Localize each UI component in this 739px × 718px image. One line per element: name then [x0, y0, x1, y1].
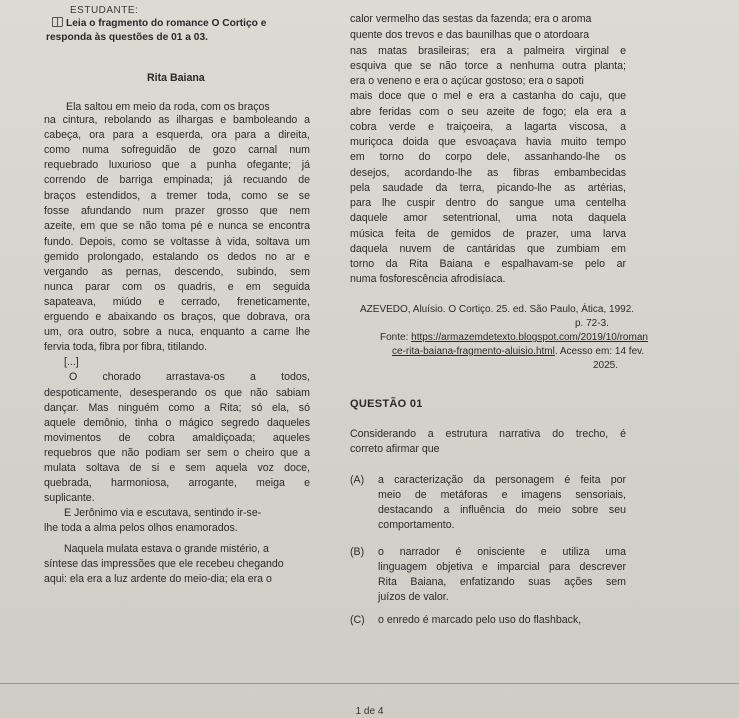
excerpt-line: requebros que não podiam ser sem o cheiro que a	[44, 447, 310, 459]
excerpt-line: desejos, acordando-lhe as fibras embambecidas	[350, 167, 626, 179]
excerpt-line: mulata soltava de si e sem aquela voz doce,	[44, 462, 310, 474]
excerpt-line: abre feridas com o seu azeite de fogo; ela era a	[350, 106, 626, 118]
source-link-cont[interactable]: ce-rita-baiana-fragmento-aluisio.html	[392, 346, 555, 357]
excerpt-line: lhe toda a alma pelos olhos enamorados.	[44, 522, 238, 534]
excerpt-line: correndo de barriga empinada; já recuando de	[44, 174, 310, 186]
excerpt-line: E Jerônimo via e escutava, sentindo ir-se-	[64, 507, 262, 519]
excerpt-line: torno da Rita Baiana e espalhavam-se pelo ar	[350, 258, 626, 270]
student-label: ESTUDANTE:	[70, 5, 139, 16]
excerpt-line: fundo. Depois, como se voltasse à vida, soltava um	[44, 236, 310, 248]
excerpt-line: erguendo e abaixando os braços, que dobrava, ora	[44, 311, 310, 323]
question-title: QUESTÃO 01	[350, 398, 423, 410]
intro-line-2: responda às questões de 01 a 03.	[46, 32, 208, 43]
question-stem: Considerando a estrutura narrativa do trecho, é	[350, 428, 626, 440]
excerpt-line: Ela saltou em meio da roda, com os braços	[66, 101, 270, 113]
excerpt-line: um, ora outro, sobre a nuca, enquanto a carne lhe	[44, 326, 310, 338]
question-stem: correto afirmar que	[350, 443, 440, 455]
excerpt-title: Rita Baiana	[147, 72, 205, 84]
excerpt-line: mais doce que o mel e era a castanha do caju, que	[350, 90, 626, 102]
source-link[interactable]: https://armazemdetexto.blogspot.com/2019/10/roman	[411, 332, 648, 343]
excerpt-line: sapateava, miúdo e cerrado, freneticamente,	[44, 296, 310, 308]
excerpt-line: era o veneno e era o açúcar gostoso; era o sapoti	[350, 75, 584, 87]
reference-source: Fonte: https://armazemdetexto.blogspot.com/2019/10/roman	[380, 332, 648, 343]
option-a-label[interactable]: (A)	[350, 474, 365, 486]
excerpt-line: nas matas brasileiras; era a palmeira virginal e	[350, 45, 626, 57]
reference-source-2: ce-rita-baiana-fragmento-aluisio.html. Acesso em: 14 fev.	[392, 346, 645, 357]
excerpt-line: O chorado arrastava-os a todos,	[69, 371, 310, 383]
option-c-label[interactable]: (C)	[350, 614, 365, 626]
excerpt-line: na cintura, rebolando as ilhargas e bamboleando a	[44, 114, 310, 126]
intro-line-1: Leia o fragmento do romance O Cortiço e	[52, 17, 266, 30]
excerpt-line: fosse afundando num prazer grosso que nem	[44, 205, 310, 217]
excerpt-line: muriçoca doida que esvoaçava havia muito tempo	[350, 136, 626, 148]
excerpt-line: como numa sofreguidão de gozo carnal num	[44, 144, 310, 156]
excerpt-line: calor vermelho das sestas da fazenda; era o aroma	[350, 13, 592, 25]
excerpt-line: azeite, em que se não toma pé e nunca se encontra	[44, 220, 310, 232]
option-b-text[interactable]: juízos de valor.	[378, 591, 449, 603]
excerpt-line: em torno do corpo dele, assanhando-lhe os	[350, 151, 626, 163]
excerpt-line: suplicante.	[44, 492, 95, 504]
option-a-text[interactable]: meio de metáforas e imagens sensoriais,	[378, 489, 626, 501]
excerpt-line: numa fosforescência afrodisíaca.	[350, 273, 506, 285]
excerpt-line: pela saudade da terra, picando-lhe as artérias,	[350, 182, 626, 194]
excerpt-line: quente dos trevos e das baunilhas que o atordoara	[350, 29, 590, 41]
option-b-label[interactable]: (B)	[350, 546, 365, 558]
option-a-text[interactable]: a caracterização da personagem é feita por	[378, 474, 626, 486]
excerpt-line: dançar. Mas ninguém como a Rita; só ela, só	[44, 402, 310, 414]
excerpt-line: esquiva que se não torce a nenhuma outra planta;	[350, 60, 626, 72]
excerpt-line: nunca parar com os quadris, e em seguida	[44, 281, 310, 293]
excerpt-line: daquela nuvem de cantáridas que zumbiam em	[350, 243, 626, 255]
excerpt-line: música feita de gemidos de prazer, uma larva	[350, 228, 626, 240]
excerpt-line: cabeça, ora para a esquerda, ora para a direita,	[44, 129, 310, 141]
option-c-text[interactable]: o enredo é marcado pelo uso do flashback,	[378, 614, 582, 626]
excerpt-line: braços estendidos, a tremer toda, como se se	[44, 190, 310, 202]
excerpt-line: quebrada, harmoniosa, arrogante, meiga e	[44, 477, 310, 489]
excerpt-line: fervia toda, fibra por fibra, titilando.	[44, 341, 208, 353]
excerpt-line: aquele demônio, tinha o mágico segredo daqueles	[44, 417, 310, 429]
page-number: 1 de 4	[355, 706, 384, 717]
excerpt-line: Naquela mulata estava o grande mistério, a	[64, 543, 269, 555]
option-a-text[interactable]: comportamento.	[378, 519, 455, 531]
reference-citation: AZEVEDO, Aluísio. O Cortiço. 25. ed. São Paulo, Ática, 1992.	[360, 304, 635, 315]
book-icon	[52, 17, 63, 27]
excerpt-line: para lhe cuspir dentro do sangue uma centelha	[350, 197, 626, 209]
excerpt-line: requebrado luxurioso que a punha ofegante; já	[44, 159, 310, 171]
footer-divider	[0, 683, 739, 684]
excerpt-line: despoticamente, desesperando os que não sabiam	[44, 387, 310, 399]
excerpt-line: síntese das impressões que ele recebeu chegando	[44, 558, 284, 570]
excerpt-line: daquele amor setentrional, uma nota daquela	[350, 212, 626, 224]
option-b-text[interactable]: o narrador é onisciente e utiliza uma	[378, 546, 626, 558]
excerpt-ellipsis: [...]	[64, 356, 79, 368]
reference-year: 2025.	[593, 360, 619, 371]
excerpt-line: cobra verde e traiçoeira, a lagarta viscosa, a	[350, 121, 626, 133]
excerpt-line: movimentos de cobra amaldiçoada; aqueles	[44, 432, 310, 444]
excerpt-line: gemido prolongado, estalando os dedos no ar e	[44, 251, 310, 263]
excerpt-line: vergando as pernas, descendo, subindo, sem	[44, 266, 310, 278]
excerpt-line: aqui: ela era a luz ardente do meio-dia; ela era o	[44, 573, 272, 585]
option-a-text[interactable]: destacando a influência do meio sobre seu	[378, 504, 626, 516]
reference-pages: p. 72-3.	[575, 318, 609, 329]
option-b-text[interactable]: Rita Baiana, enfatizando suas ações sem	[378, 576, 626, 588]
option-b-text[interactable]: linguagem objetiva e imparcial para descrever	[378, 561, 626, 573]
